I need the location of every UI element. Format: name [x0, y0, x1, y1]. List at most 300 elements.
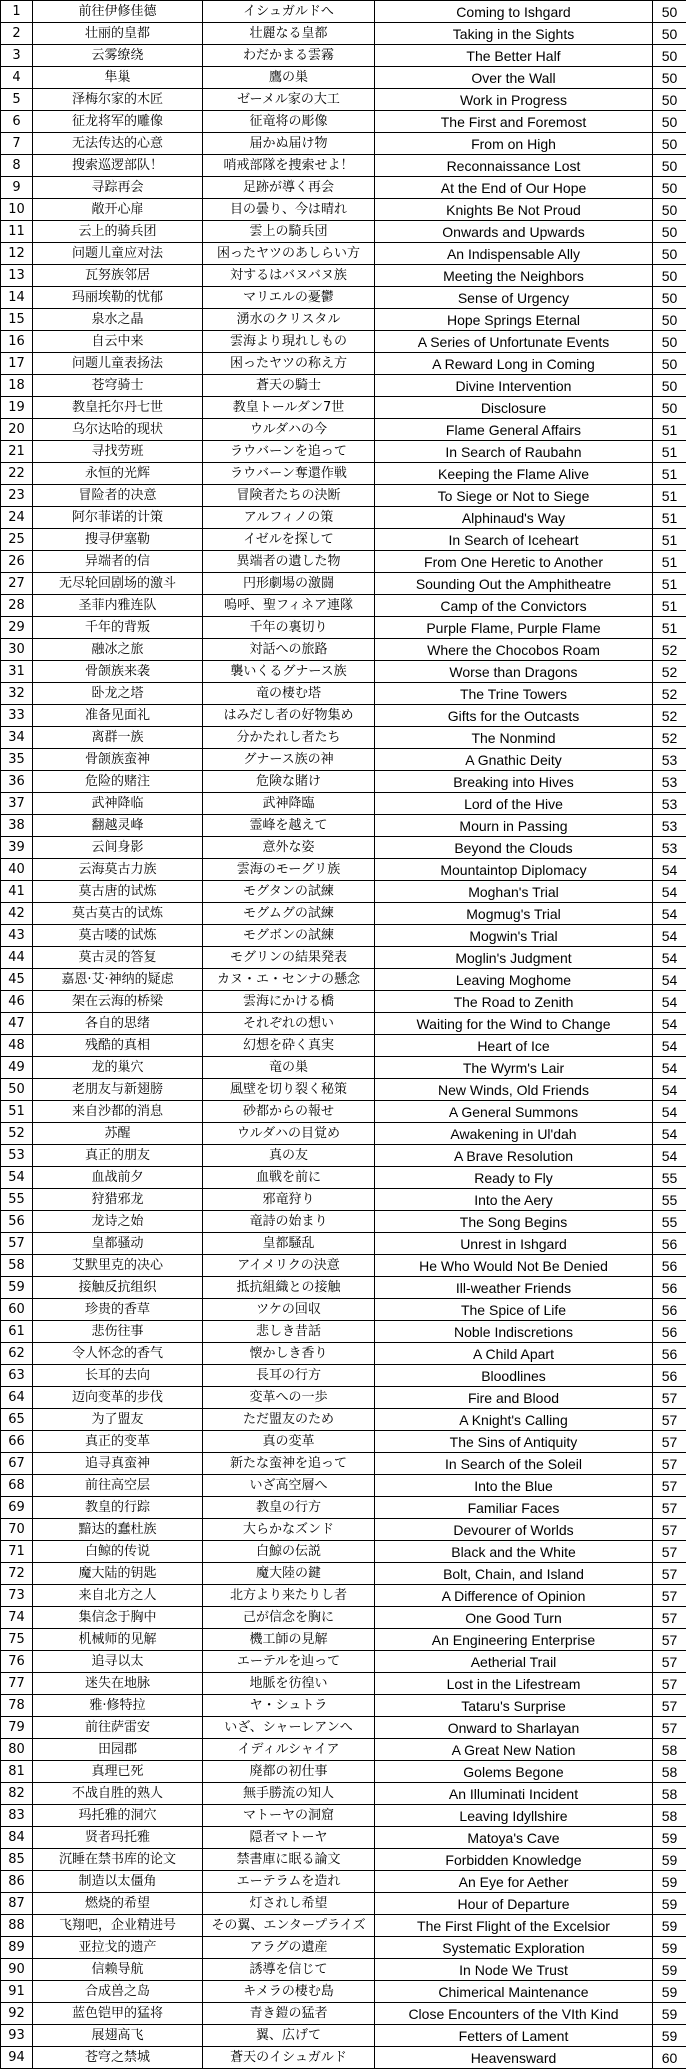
quest-name-english: Breaking into Hives	[375, 771, 653, 793]
quest-name-chinese: 寻找劳班	[33, 441, 203, 463]
quest-level: 54	[653, 1079, 686, 1101]
quest-name-english: A Brave Resolution	[375, 1145, 653, 1167]
quest-number: 17	[1, 353, 33, 375]
quest-number: 85	[1, 1849, 33, 1871]
table-row	[1, 1651, 686, 1673]
quest-level: 57	[653, 1717, 686, 1739]
quest-level: 50	[653, 155, 686, 177]
quest-name-japanese: 哨戒部隊を捜索せよ！	[203, 155, 375, 177]
quest-name-chinese: 残酷的真相	[33, 1035, 203, 1057]
table-row	[1, 837, 686, 859]
quest-name-japanese: ツケの回収	[203, 1299, 375, 1321]
quest-number: 22	[1, 463, 33, 485]
quest-name-chinese: 圣菲内雅连队	[33, 595, 203, 617]
table-row	[1, 45, 686, 67]
quest-name-japanese: 危険な賭け	[203, 771, 375, 793]
quest-name-english: An Indispensable Ally	[375, 243, 653, 265]
quest-level: 56	[653, 1255, 686, 1277]
quest-name-japanese: 蒼天のイシュガルド	[203, 2047, 375, 2069]
quest-name-english: Leaving Moghome	[375, 969, 653, 991]
quest-level: 51	[653, 419, 686, 441]
quest-name-english: Golems Begone	[375, 1761, 653, 1783]
quest-name-english: A Reward Long in Coming	[375, 353, 653, 375]
quest-name-english: Onwards and Upwards	[375, 221, 653, 243]
quest-name-english: Forbidden Knowledge	[375, 1849, 653, 1871]
quest-name-chinese: 令人怀念的香气	[33, 1343, 203, 1365]
quest-number: 44	[1, 947, 33, 969]
quest-level: 54	[653, 1013, 686, 1035]
quest-level: 57	[653, 1629, 686, 1651]
quest-number: 9	[1, 177, 33, 199]
quest-level: 57	[653, 1475, 686, 1497]
quest-name-japanese: 灯されし希望	[203, 1893, 375, 1915]
quest-name-japanese: 邪竜狩り	[203, 1189, 375, 1211]
quest-name-japanese: 冒険者たちの決断	[203, 485, 375, 507]
quest-name-chinese: 永恒的光辉	[33, 463, 203, 485]
quest-level: 59	[653, 1871, 686, 1893]
quest-level: 51	[653, 463, 686, 485]
quest-number: 35	[1, 749, 33, 771]
quest-name-japanese: マトーヤの洞窟	[203, 1805, 375, 1827]
table-row	[1, 463, 686, 485]
table-row	[1, 1343, 686, 1365]
quest-name-chinese: 魔大陆的钥匙	[33, 1563, 203, 1585]
quest-name-japanese: 目の曇り、今は晴れ	[203, 199, 375, 221]
table-row	[1, 1409, 686, 1431]
quest-name-chinese: 搜寻伊塞勒	[33, 529, 203, 551]
quest-level: 50	[653, 287, 686, 309]
quest-level: 53	[653, 815, 686, 837]
quest-name-english: Bloodlines	[375, 1365, 653, 1387]
table-row	[1, 133, 686, 155]
quest-number: 24	[1, 507, 33, 529]
table-row	[1, 771, 686, 793]
quest-name-chinese: 追寻真蛮神	[33, 1453, 203, 1475]
quest-name-english: A General Summons	[375, 1101, 653, 1123]
quest-name-japanese: 隠者マトーヤ	[203, 1827, 375, 1849]
quest-name-chinese: 玛丽埃勒的忧郁	[33, 287, 203, 309]
quest-level: 57	[653, 1673, 686, 1695]
quest-name-japanese: ウルダハの今	[203, 419, 375, 441]
quest-name-english: In Search of Iceheart	[375, 529, 653, 551]
quest-name-english: Keeping the Flame Alive	[375, 463, 653, 485]
quest-number: 87	[1, 1893, 33, 1915]
quest-name-japanese: 北方より来たりし者	[203, 1585, 375, 1607]
quest-level: 54	[653, 1123, 686, 1145]
quest-name-japanese: 意外な姿	[203, 837, 375, 859]
quest-name-english: An Engineering Enterprise	[375, 1629, 653, 1651]
quest-name-english: Ill-weather Friends	[375, 1277, 653, 1299]
quest-name-english: Mogwin's Trial	[375, 925, 653, 947]
quest-name-chinese: 隼巢	[33, 67, 203, 89]
quest-name-english: Heart of Ice	[375, 1035, 653, 1057]
quest-name-english: The Song Begins	[375, 1211, 653, 1233]
table-row	[1, 177, 686, 199]
quest-name-chinese: 皇都骚动	[33, 1233, 203, 1255]
quest-name-english: The Spice of Life	[375, 1299, 653, 1321]
quest-name-chinese: 敞开心扉	[33, 199, 203, 221]
quest-level: 59	[653, 2025, 686, 2047]
quest-number: 65	[1, 1409, 33, 1431]
quest-number: 56	[1, 1211, 33, 1233]
table-row	[1, 683, 686, 705]
quest-name-japanese: アルフィノの策	[203, 507, 375, 529]
quest-name-chinese: 合成兽之岛	[33, 1981, 203, 2003]
quest-name-japanese: 白鯨の伝説	[203, 1541, 375, 1563]
quest-level: 57	[653, 1409, 686, 1431]
quest-level: 54	[653, 969, 686, 991]
quest-number: 71	[1, 1541, 33, 1563]
quest-level: 53	[653, 749, 686, 771]
quest-name-japanese: 武神降臨	[203, 793, 375, 815]
quest-level: 50	[653, 221, 686, 243]
table-row	[1, 1123, 686, 1145]
quest-number: 79	[1, 1717, 33, 1739]
quest-number: 84	[1, 1827, 33, 1849]
table-row	[1, 1805, 686, 1827]
quest-name-english: The First Flight of the Excelsior	[375, 1915, 653, 1937]
quest-name-english: Sounding Out the Amphitheatre	[375, 573, 653, 595]
table-row	[1, 1057, 686, 1079]
quest-name-chinese: 狩猎邪龙	[33, 1189, 203, 1211]
quest-name-chinese: 不战自胜的熟人	[33, 1783, 203, 1805]
quest-name-japanese: 教皇トールダン7世	[203, 397, 375, 419]
quest-number: 69	[1, 1497, 33, 1519]
quest-level: 50	[653, 67, 686, 89]
quest-name-japanese: 真の変革	[203, 1431, 375, 1453]
quest-name-english: To Siege or Not to Siege	[375, 485, 653, 507]
table-row	[1, 1937, 686, 1959]
quest-table-body	[1, 1, 686, 2069]
quest-name-japanese: カヌ・エ・センナの懸念	[203, 969, 375, 991]
quest-name-japanese: グナース族の神	[203, 749, 375, 771]
quest-level: 56	[653, 1299, 686, 1321]
quest-number: 6	[1, 111, 33, 133]
table-row	[1, 1915, 686, 1937]
quest-number: 7	[1, 133, 33, 155]
table-row	[1, 1035, 686, 1057]
quest-level: 54	[653, 881, 686, 903]
quest-name-english: The Nonmind	[375, 727, 653, 749]
quest-name-english: A Child Apart	[375, 1343, 653, 1365]
quest-name-chinese: 前往萨雷安	[33, 1717, 203, 1739]
table-row	[1, 1189, 686, 1211]
quest-level: 56	[653, 1365, 686, 1387]
quest-name-english: Gifts for the Outcasts	[375, 705, 653, 727]
quest-name-japanese: 血戦を前に	[203, 1167, 375, 1189]
quest-name-chinese: 追寻以太	[33, 1651, 203, 1673]
quest-name-japanese: 教皇の行方	[203, 1497, 375, 1519]
quest-number: 36	[1, 771, 33, 793]
quest-name-chinese: 苍穹骑士	[33, 375, 203, 397]
quest-number: 27	[1, 573, 33, 595]
quest-name-japanese: 己が信念を胸に	[203, 1607, 375, 1629]
quest-name-japanese: 征竜将の彫像	[203, 111, 375, 133]
quest-number: 32	[1, 683, 33, 705]
quest-name-english: Close Encounters of the VIth Kind	[375, 2003, 653, 2025]
table-row	[1, 89, 686, 111]
quest-name-japanese: 禁書庫に眠る論文	[203, 1849, 375, 1871]
quest-name-chinese: 长耳的去向	[33, 1365, 203, 1387]
quest-name-english: Worse than Dragons	[375, 661, 653, 683]
quest-level: 56	[653, 1233, 686, 1255]
table-row	[1, 529, 686, 551]
quest-number: 61	[1, 1321, 33, 1343]
quest-level: 59	[653, 1959, 686, 1981]
quest-level: 53	[653, 793, 686, 815]
quest-number: 60	[1, 1299, 33, 1321]
quest-number: 2	[1, 23, 33, 45]
quest-number: 14	[1, 287, 33, 309]
quest-name-english: In Search of the Soleil	[375, 1453, 653, 1475]
quest-level: 51	[653, 551, 686, 573]
quest-level: 50	[653, 309, 686, 331]
quest-number: 82	[1, 1783, 33, 1805]
quest-number: 75	[1, 1629, 33, 1651]
quest-name-japanese: エーテルを辿って	[203, 1651, 375, 1673]
table-row	[1, 881, 686, 903]
quest-level: 59	[653, 1981, 686, 2003]
quest-number: 54	[1, 1167, 33, 1189]
quest-number: 89	[1, 1937, 33, 1959]
quest-number: 57	[1, 1233, 33, 1255]
table-row	[1, 1959, 686, 1981]
quest-name-japanese: モグムグの試練	[203, 903, 375, 925]
quest-name-japanese: 竜の棲む塔	[203, 683, 375, 705]
quest-name-english: Flame General Affairs	[375, 419, 653, 441]
quest-name-chinese: 云雾缭绕	[33, 45, 203, 67]
quest-name-japanese: 対するはバヌバヌ族	[203, 265, 375, 287]
quest-name-japanese: わだかまる雲霧	[203, 45, 375, 67]
quest-name-chinese: 龙诗之始	[33, 1211, 203, 1233]
table-row	[1, 1079, 686, 1101]
quest-name-chinese: 征龙将军的雕像	[33, 111, 203, 133]
quest-number: 19	[1, 397, 33, 419]
quest-level: 55	[653, 1211, 686, 1233]
quest-name-english: The Sins of Antiquity	[375, 1431, 653, 1453]
quest-number: 70	[1, 1519, 33, 1541]
quest-number: 11	[1, 221, 33, 243]
quest-name-chinese: 离群一族	[33, 727, 203, 749]
quest-name-japanese: 変革への一歩	[203, 1387, 375, 1409]
quest-name-english: Lord of the Hive	[375, 793, 653, 815]
quest-name-english: Unrest in Ishgard	[375, 1233, 653, 1255]
table-row	[1, 1321, 686, 1343]
quest-level: 55	[653, 1189, 686, 1211]
quest-number: 8	[1, 155, 33, 177]
quest-name-english: Hour of Departure	[375, 1893, 653, 1915]
quest-level: 50	[653, 375, 686, 397]
table-row	[1, 1453, 686, 1475]
quest-name-japanese: 廃都の初仕事	[203, 1761, 375, 1783]
quest-level: 50	[653, 45, 686, 67]
quest-name-chinese: 寻踪再会	[33, 177, 203, 199]
table-row	[1, 397, 686, 419]
quest-name-japanese: 真の友	[203, 1145, 375, 1167]
quest-name-english: New Winds, Old Friends	[375, 1079, 653, 1101]
quest-number: 45	[1, 969, 33, 991]
quest-level: 57	[653, 1607, 686, 1629]
quest-number: 40	[1, 859, 33, 881]
quest-number: 81	[1, 1761, 33, 1783]
quest-name-chinese: 苍穹之禁城	[33, 2047, 203, 2069]
table-row	[1, 1167, 686, 1189]
quest-number: 64	[1, 1387, 33, 1409]
quest-name-english: In Search of Raubahn	[375, 441, 653, 463]
table-row	[1, 969, 686, 991]
quest-level: 50	[653, 89, 686, 111]
quest-name-english: Work in Progress	[375, 89, 653, 111]
table-row	[1, 1717, 686, 1739]
quest-name-japanese: 足跡が導く再会	[203, 177, 375, 199]
quest-name-chinese: 贤者玛托雅	[33, 1827, 203, 1849]
quest-name-chinese: 田园郡	[33, 1739, 203, 1761]
quest-name-english: Into the Blue	[375, 1475, 653, 1497]
quest-name-english: Lost in the Lifestream	[375, 1673, 653, 1695]
quest-name-japanese: ラウバーンを追って	[203, 441, 375, 463]
quest-level: 58	[653, 1805, 686, 1827]
quest-level: 54	[653, 1057, 686, 1079]
quest-name-japanese: その翼、エンタープライズ	[203, 1915, 375, 1937]
quest-number: 13	[1, 265, 33, 287]
table-row	[1, 573, 686, 595]
quest-name-english: A Knight's Calling	[375, 1409, 653, 1431]
quest-name-english: Beyond the Clouds	[375, 837, 653, 859]
table-row	[1, 1695, 686, 1717]
table-row	[1, 2047, 686, 2069]
quest-number: 28	[1, 595, 33, 617]
quest-number: 66	[1, 1431, 33, 1453]
quest-name-english: From One Heretic to Another	[375, 551, 653, 573]
table-row	[1, 221, 686, 243]
quest-name-japanese: イシュガルドへ	[203, 1, 375, 23]
quest-name-english: In Node We Trust	[375, 1959, 653, 1981]
table-row	[1, 287, 686, 309]
quest-name-chinese: 展翅高飞	[33, 2025, 203, 2047]
quest-number: 38	[1, 815, 33, 837]
quest-name-japanese: 雲海にかける橋	[203, 991, 375, 1013]
quest-number: 59	[1, 1277, 33, 1299]
quest-name-chinese: 燃烧的希望	[33, 1893, 203, 1915]
quest-level: 53	[653, 771, 686, 793]
quest-number: 76	[1, 1651, 33, 1673]
quest-name-chinese: 莫古莫古的试炼	[33, 903, 203, 925]
table-row	[1, 617, 686, 639]
quest-level: 51	[653, 441, 686, 463]
quest-name-english: Noble Indiscretions	[375, 1321, 653, 1343]
quest-level: 56	[653, 1343, 686, 1365]
quest-number: 94	[1, 2047, 33, 2069]
quest-level: 50	[653, 111, 686, 133]
table-row	[1, 1013, 686, 1035]
quest-number: 51	[1, 1101, 33, 1123]
quest-number: 21	[1, 441, 33, 463]
quest-level: 56	[653, 1321, 686, 1343]
quest-number: 58	[1, 1255, 33, 1277]
quest-level: 50	[653, 23, 686, 45]
quest-name-japanese: 困ったヤツの称え方	[203, 353, 375, 375]
quest-level: 57	[653, 1695, 686, 1717]
table-row	[1, 1981, 686, 2003]
quest-name-chinese: 雅·修特拉	[33, 1695, 203, 1717]
quest-level: 57	[653, 1453, 686, 1475]
quest-number: 41	[1, 881, 33, 903]
quest-level: 54	[653, 859, 686, 881]
table-row	[1, 925, 686, 947]
table-row	[1, 67, 686, 89]
table-row	[1, 1607, 686, 1629]
quest-name-english: The Better Half	[375, 45, 653, 67]
quest-name-japanese: 困ったヤツのあしらい方	[203, 243, 375, 265]
quest-name-chinese: 教皇的行踪	[33, 1497, 203, 1519]
quest-name-english: He Who Would Not Be Denied	[375, 1255, 653, 1277]
quest-name-chinese: 卧龙之塔	[33, 683, 203, 705]
quest-level: 52	[653, 727, 686, 749]
quest-name-japanese: 壮麗なる皇都	[203, 23, 375, 45]
quest-name-chinese: 泽梅尔家的木匠	[33, 89, 203, 111]
table-row	[1, 419, 686, 441]
quest-name-japanese: 長耳の行方	[203, 1365, 375, 1387]
quest-level: 55	[653, 1167, 686, 1189]
quest-name-chinese: 来自北方之人	[33, 1585, 203, 1607]
quest-number: 83	[1, 1805, 33, 1827]
quest-name-chinese: 问题儿童表扬法	[33, 353, 203, 375]
quest-name-japanese: 竜の巣	[203, 1057, 375, 1079]
quest-number: 53	[1, 1145, 33, 1167]
quest-level: 57	[653, 1497, 686, 1519]
quest-name-japanese: それぞれの想い	[203, 1013, 375, 1035]
quest-number: 72	[1, 1563, 33, 1585]
quest-name-chinese: 迈向变革的步伐	[33, 1387, 203, 1409]
table-row	[1, 705, 686, 727]
quest-name-english: An Illuminati Incident	[375, 1783, 653, 1805]
quest-number: 49	[1, 1057, 33, 1079]
quest-name-chinese: 云上的骑兵团	[33, 221, 203, 243]
quest-name-chinese: 翻越灵峰	[33, 815, 203, 837]
quest-level: 50	[653, 199, 686, 221]
quest-name-chinese: 为了盟友	[33, 1409, 203, 1431]
quest-name-chinese: 危险的赌注	[33, 771, 203, 793]
quest-level: 59	[653, 1937, 686, 1959]
quest-name-chinese: 艾默里克的决心	[33, 1255, 203, 1277]
quest-level: 50	[653, 243, 686, 265]
table-row	[1, 639, 686, 661]
quest-name-english: Mountaintop Diplomacy	[375, 859, 653, 881]
quest-name-chinese: 准备见面礼	[33, 705, 203, 727]
quest-name-chinese: 云间身影	[33, 837, 203, 859]
quest-level: 51	[653, 573, 686, 595]
quest-number: 29	[1, 617, 33, 639]
table-row	[1, 2025, 686, 2047]
quest-name-japanese: 新たな蛮神を追って	[203, 1453, 375, 1475]
quest-name-chinese: 搜索巡逻部队！	[33, 155, 203, 177]
table-row	[1, 1431, 686, 1453]
quest-name-chinese: 苏醒	[33, 1123, 203, 1145]
quest-name-english: A Difference of Opinion	[375, 1585, 653, 1607]
quest-name-japanese: ラウバーン奪還作戦	[203, 463, 375, 485]
quest-name-english: Alphinaud's Way	[375, 507, 653, 529]
quest-name-japanese: ただ盟友のため	[203, 1409, 375, 1431]
quest-name-japanese: 分かたれし者たち	[203, 727, 375, 749]
quest-name-japanese: 竜詩の始まり	[203, 1211, 375, 1233]
quest-name-english: Reconnaissance Lost	[375, 155, 653, 177]
quest-name-chinese: 血战前夕	[33, 1167, 203, 1189]
quest-level: 56	[653, 1277, 686, 1299]
quest-number: 16	[1, 331, 33, 353]
table-row	[1, 815, 686, 837]
quest-number: 88	[1, 1915, 33, 1937]
table-row	[1, 749, 686, 771]
